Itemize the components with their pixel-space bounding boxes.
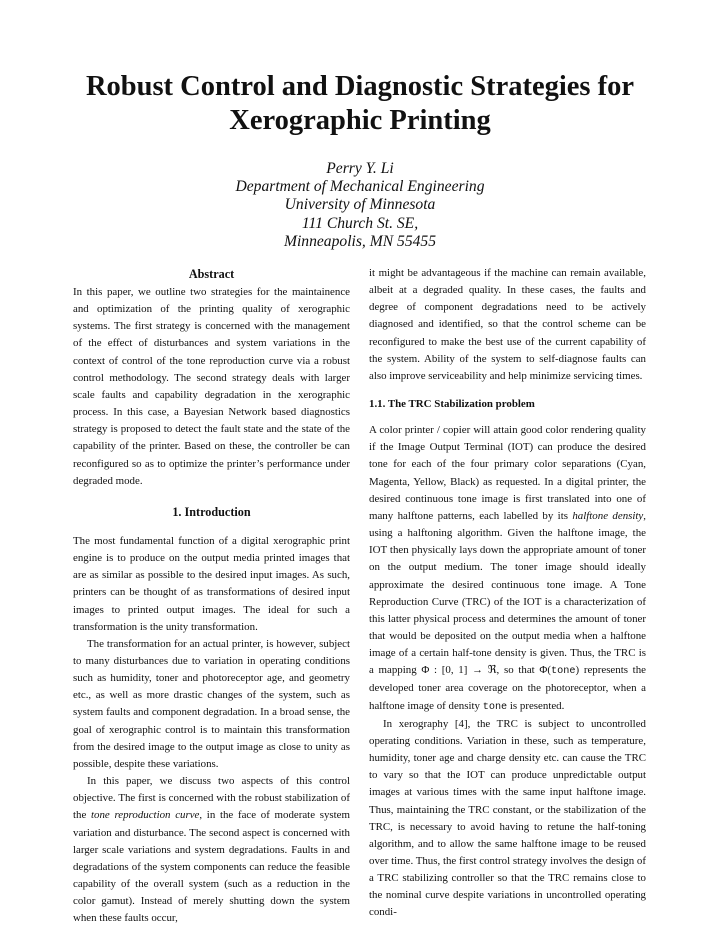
paper-title (40, 70, 680, 138)
trc-subsection-heading: 1.1. The TRC Stabilization problem (369, 398, 535, 411)
title-line-1: Robust Control and Diagnostic Strategies for (85, 71, 635, 102)
intro-p3-text-a: In this paper, we discuss two aspects of this control objective. The first is concerned with the robust stabilization of the (73, 775, 350, 822)
trc-paragraph-1 (369, 422, 646, 716)
trc-p1-text-a: A color printer / copier will attain good color rendering quality if the Image Output Terminal (IOT) can produce the desired tone for each of the four primary color separations (Cyan, Magenta, Yellow, Black) as requested. In a digital printer, the desired continuous tone image is first translated into one of many halftone patterns, each labelled by its (369, 424, 646, 522)
trc-p1-emphasis: halftone density (572, 509, 644, 522)
intro-paragraph-1: The most fundamental function of a digital xerographic print engine is to produce on the output media printed images that are as similar as possible to the desired input images. As such, printers can be thought of as transformations of desired input images to printed output images. The ideal for such a transformation is the unity transformation. (73, 534, 350, 633)
trc-paragraph-2: In xerography [4], the TRC is subject to uncontrolled operating conditions. Variation in these, such as temperature, humidity, toner age and charge density etc. can cause the TRC to vary so that the IOT can produce unpredictable output images at various times with the same input halftone image. Thus, maintaining the TRC constant, or the stabilization of the TRC, is necessary to avoid having to retune the half-toning algorithm, and to allow the same halftone image to be reused over time. Thus, the first control strategy involves the design of a TRC stabilizing controller so that the TRC remains close to the nominal curve despite variations in uncontrolled operating condi- (369, 717, 646, 919)
author-university: University of Minnesota (284, 196, 436, 214)
trc-p1-text-c: ) represents the developed toner area coverage on the photoreceptor, when a halftone image of density (369, 664, 646, 712)
introduction-heading: 1. Introduction (172, 504, 251, 519)
trc-p1-text-d: is presented. (507, 699, 565, 712)
intro-p3-text-b: , in the face of moderate system variation and disturbance. The second aspect is concerned with larger scale variations and system degradations. Faults in and degradations of the system components can reduce the feasible capability of the overall system (such as a reduction in the color gamut). Instead of merely shutting down the system when these faults occur, (73, 809, 350, 925)
author-name: Perry Y. Li (326, 160, 394, 177)
trc-p1-text-b: , using a halftoning algorithm. Given the halftone image, the IOT then physically lays down the appropriate amount of toner on the output medium. The toner image should ideally approximate the desired continuous tone image. A Tone Reproduction Curve (TRC) of the IOT is a characterization of this latter physical process and determines the amount of toner that would be deposited on the output media when a halftone image of a certain half-tone density is given. Thus, the TRC is a mapping Φ : [0, 1] → ℜ, so that Φ( (369, 509, 646, 677)
title-line-2: Xerographic Printing (229, 105, 491, 136)
intro-paragraph-3 (73, 773, 350, 927)
author-city: Minneapolis, MN 55455 (283, 232, 437, 250)
abstract-text: In this paper, we outline two strategies for the maintainence and optimization of the printing quality of xerographic systems. The first strategy is concerned with the management of the effect of disturbances and system variations in the context of control of the tone reproduction curve via a robust control methodology. The second strategy deals with larger scale faults and capability degradation in the xerographic process. In this case, a Bayesian Network based diagnostics strategy is proposed to detect the fault state and the state of the capability of the printer. Based on these, the controller be can reconfigured so as to optimize the printer’s performance under degraded mode. (73, 286, 350, 487)
intro-paragraph-3-continued: it might be advantageous if the machine can remain available, albeit at a degraded quality. In these cases, the faults and degree of component degradations need to be actively diagnosed and identified, so that the control scheme can be reconfigured to make the best use of the current capability of the system. Ability of the system to self-diagnose faults can also improve serviceability and help minimize servicing times. (369, 267, 646, 382)
intro-paragraph-2: The transformation for an actual printer, is however, subject to many disturbances due to variation in operating conditions such as humidity, toner and photoreceptor age, and geometry etc., as well as more drastic changes of the system, such as system faults and component degradation. In a broad sense, the goal of xerographic control is to maintain this transformation from the desired image to the output image as close to unity as possible, despite these variations. (73, 637, 350, 770)
abstract-heading: Abstract (188, 267, 235, 281)
author-department: Department of Mechanical Engineering (235, 178, 485, 196)
trc-p1-code-tone: tone (551, 666, 576, 678)
intro-p3-emphasis: tone reproduction curve (91, 809, 200, 822)
author-street: 111 Church St. SE, (301, 214, 419, 232)
trc-p1-code-tone-2: tone (482, 701, 508, 713)
author-block (0, 160, 720, 251)
right-column (369, 265, 646, 922)
left-column (73, 265, 350, 927)
